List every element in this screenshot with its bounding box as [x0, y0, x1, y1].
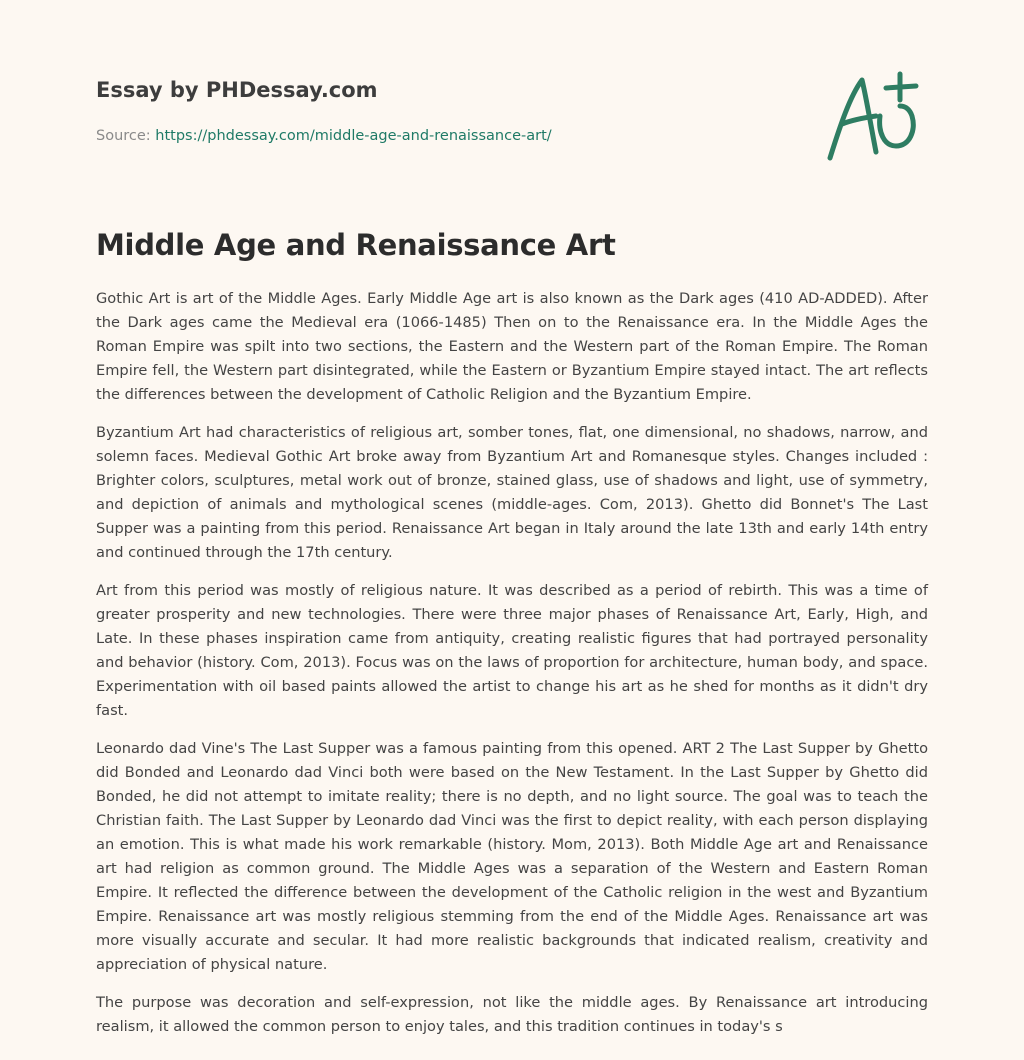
- source-line: [96, 126, 796, 146]
- source-link[interactable]: https://phdessay.com/middle-age-and-renaissance-art/: [155, 128, 552, 144]
- essay-paragraph: The purpose was decoration and self-expression, not like the middle ages. By Renaissance art introducing realism, it allowed the common person to enjoy tales, and this tradition continues in today's s: [96, 994, 928, 1035]
- essay-paragraph: Art from this period was mostly of religious nature. It was described as a period of rebirth. This was a time of greater prosperity and new technologies. There were three major phases of Renaissance Art, Early, High, and Late. In these phases inspiration came from antiquity, creating realistic figures that had portrayed personality and behavior (history. Com, 2013). Focus was on the laws of proportion for architecture, human body, and space. Experimentation with oil based paints allowed the artist to change his art as he shed for months as it didn't dry fast.: [96, 582, 928, 719]
- page-header: [96, 76, 796, 146]
- essay-paragraph: Byzantium Art had characteristics of religious art, somber tones, flat, one dimensional, no shadows, narrow, and solemn faces. Medieval Gothic Art broke away from Byzantium Art and Romanesque styles. Changes included : Brighter colors, sculptures, metal work out of bronze, stained glass, use of shadows and light, use of symmetry, and depiction of animals and mythological scenes (middle-ages. Com, 2013). Ghetto did Bonnet's The Last Supper was a painting from this period. Renaissance Art began in Italy around the late 13th and early 14th entry and continued through the 17th century.: [96, 424, 928, 561]
- a-plus-logo-icon: [820, 66, 930, 166]
- essay-paragraph: Gothic Art is art of the Middle Ages. Early Middle Age art is also known as the Dark ages (410 AD-ADDED). After the Dark ages came the Medieval era (1066-1485) Then on to the Renaissance era. In the Middle Ages the Roman Empire was spilt into two sections, the Eastern and the Western part of the Roman Empire. The Roman Empire fell, the Western part disintegrated, while the Eastern or Byzantium Empire stayed intact. The art reflects the differences between the development of Catholic Religion and the Byzantium Empire.: [96, 290, 928, 403]
- essay-body: [96, 287, 928, 1053]
- site-brand: Essay by PHDessay.com: [96, 78, 378, 102]
- essay-title: Middle Age and Renaissance Art: [96, 228, 616, 262]
- source-label: Source:: [96, 128, 151, 144]
- essay-paragraph: Leonardo dad Vine's The Last Supper was a famous painting from this opened. ART 2 The Last Supper by Ghetto did Bonded and Leonardo dad Vinci both were based on the New Testament. In the Last Supper by Ghetto did Bonded, he did not attempt to imitate reality; there is no depth, and no light source. The goal was to teach the Christian faith. The Last Supper by Leonardo dad Vinci was the first to depict reality, with each person displaying an emotion. This is what made his work remarkable (history. Mom, 2013). Both Middle Age art and Renaissance art had religion as common ground. The Middle Ages was a separation of the Western and Eastern Roman Empire. It reflected the difference between the development of the Catholic religion in the west and Byzantium Empire. Renaissance art was mostly religious stemming from the end of the Middle Ages. Renaissance art was more visually accurate and secular. It had more realistic backgrounds that indicated realism, creativity and appreciation of physical nature.: [96, 740, 928, 973]
